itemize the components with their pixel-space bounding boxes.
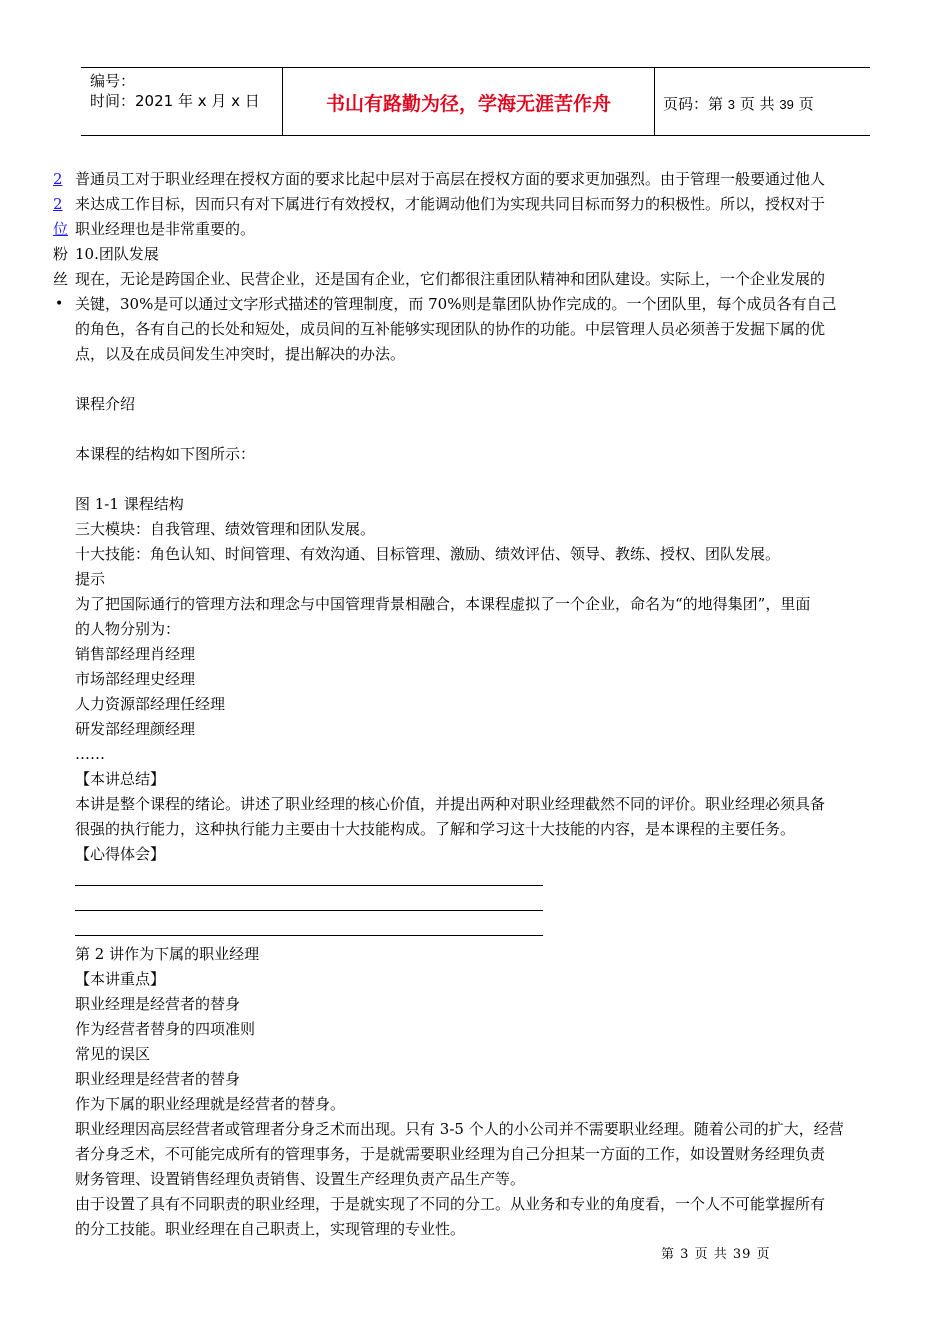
sidebar-char-4: 粉 <box>53 245 69 263</box>
sidebar-link-3[interactable]: 位 <box>53 220 69 238</box>
header-motto: 书山有路勤为径，学海无涯苦作舟 <box>325 93 611 115</box>
footer-total-pages: 39 <box>732 1247 752 1262</box>
spacer <box>75 417 925 442</box>
course-intro-heading: 课程介绍 <box>75 395 136 413</box>
keypoints-heading: 【本讲重点】 <box>75 970 166 988</box>
page-mid-label: 页 共 <box>739 95 775 113</box>
page-current: 3 <box>727 97 736 112</box>
paragraph-line: 为了把国际通行的管理方法和理念与中国管理背景相融合，本课程虚拟了一个企业，命名为“的地得集团”，里面 <box>75 595 811 613</box>
section-heading: 职业经理是经营者的替身 <box>75 1070 241 1088</box>
paragraph-line: 普通员工对于职业经理在授权方面的要求比起中层对于高层在授权方面的要求更加强烈。由于管理一般要通过他人 <box>75 170 826 188</box>
lecture-2-title: 第 2 讲作为下属的职业经理 <box>75 945 260 963</box>
footer-suffix: 页 <box>756 1247 771 1262</box>
section-lead: 作为下属的职业经理就是经营者的替身。 <box>75 1095 346 1113</box>
character-item: 销售部经理肖经理 <box>75 645 196 663</box>
footer-prefix: 第 <box>661 1247 676 1262</box>
paragraph-line: 者分身乏术，不可能完成所有的管理事务，于是就需要职业经理为自己分担某一方面的工作，如设置财务经理负责 <box>75 1145 826 1163</box>
tip-heading: 提示 <box>75 570 106 588</box>
figure-caption: 图 1-1 课程结构 <box>75 495 184 513</box>
paragraph-line: 现在，无论是跨国企业、民营企业，还是国有企业，它们都很注重团队精神和团队建设。实际上，一个企业发展的 <box>75 270 826 288</box>
sidebar-char-5: 丝 <box>53 270 69 288</box>
header-motto-cell <box>282 68 655 135</box>
ellipsis: …… <box>75 745 105 763</box>
structure-intro: 本课程的结构如下图所示： <box>75 445 256 463</box>
experience-heading: 【心得体会】 <box>75 845 166 863</box>
paragraph-line: 的分工技能。职业经理在自己职责上，实现管理的专业性。 <box>75 1220 466 1238</box>
character-item: 研发部经理颜经理 <box>75 720 196 738</box>
page-header <box>81 67 870 136</box>
keypoint-item: 作为经营者替身的四项准则 <box>75 1020 256 1038</box>
blank-answer-line <box>75 892 543 917</box>
footer-current-page: 3 <box>680 1247 690 1262</box>
character-item: 人力资源部经理任经理 <box>75 695 226 713</box>
paragraph-line: 来达成工作目标，因而只有对下属进行有效授权，才能调动他们为实现共同目标而努力的积极性。所以，授权对于 <box>75 195 826 213</box>
paragraph-line: 关键，30%是可以通过文字形式描述的管理制度，而 70%则是靠团队协作完成的。一个团队里，每个成员各有自己 <box>75 295 837 313</box>
paragraph-line: 的人物分别为： <box>75 620 181 638</box>
spacer <box>75 367 925 392</box>
sidebar-bullet-icon: • <box>55 296 64 312</box>
paragraph-line: 由于设置了具有不同职责的职业经理，于是就实现了不同的分工。从业务和专业的角度看，一个人不可能掌握所有 <box>75 1195 826 1213</box>
skills-line: 十大技能：角色认知、时间管理、有效沟通、目标管理、激励、绩效评估、领导、教练、授权、团队发展。 <box>75 545 781 563</box>
paragraph-line: 点，以及在成员间发生冲突时，提出解决的办法。 <box>75 345 406 363</box>
document-date-label: 时间：2021 年 x 月 x 日 <box>90 92 260 110</box>
footer-mid: 页 共 <box>694 1247 728 1262</box>
page-total: 39 <box>779 97 794 112</box>
paragraph-line: 职业经理因高层经营者或管理者分身乏术而出现。只有 3-5 个人的小公司并不需要职业经理。随着公司的扩大，经营 <box>75 1120 844 1138</box>
keypoint-item: 常见的误区 <box>75 1045 151 1063</box>
paragraph-line: 本讲是整个课程的绪论。讲述了职业经理的核心价值，并提出两种对职业经理截然不同的评价。职业经理必须具备 <box>75 795 826 813</box>
character-item: 市场部经理史经理 <box>75 670 196 688</box>
paragraph-line: 的角色，各有自己的长处和短处，成员间的互补能够实现团队的协作的功能。中层管理人员必须善于发掘下属的优 <box>75 320 826 338</box>
header-meta-cell <box>81 68 282 135</box>
header-page-cell <box>655 68 870 135</box>
document-body <box>75 167 925 1242</box>
blank-answer-line <box>75 867 543 892</box>
sidebar-link-2[interactable]: 2 <box>53 195 63 213</box>
spacer <box>75 467 925 492</box>
paragraph-line: 职业经理也是非常重要的。 <box>75 220 256 238</box>
page-suffix: 页 <box>798 95 814 113</box>
paragraph-line: 财务管理、设置销售经理负责销售、设置生产经理负责产品生产等。 <box>75 1170 526 1188</box>
section-heading-team-development: 10.团队发展 <box>75 245 159 263</box>
summary-heading: 【本讲总结】 <box>75 770 166 788</box>
document-number-label: 编号： <box>90 72 136 90</box>
sidebar-link-1[interactable]: 2 <box>53 170 63 188</box>
paragraph-line: 很强的执行能力，这种执行能力主要由十大技能构成。了解和学习这十大技能的内容，是本课程的主要任务。 <box>75 820 796 838</box>
modules-line: 三大模块：自我管理、绩效管理和团队发展。 <box>75 520 376 538</box>
header-page-info <box>663 95 814 114</box>
keypoint-item: 职业经理是经营者的替身 <box>75 995 241 1013</box>
page-footer <box>661 1246 771 1264</box>
blank-answer-line <box>75 917 543 942</box>
left-sidebar-fragment <box>53 167 71 317</box>
page-label: 页码：第 <box>663 95 724 113</box>
